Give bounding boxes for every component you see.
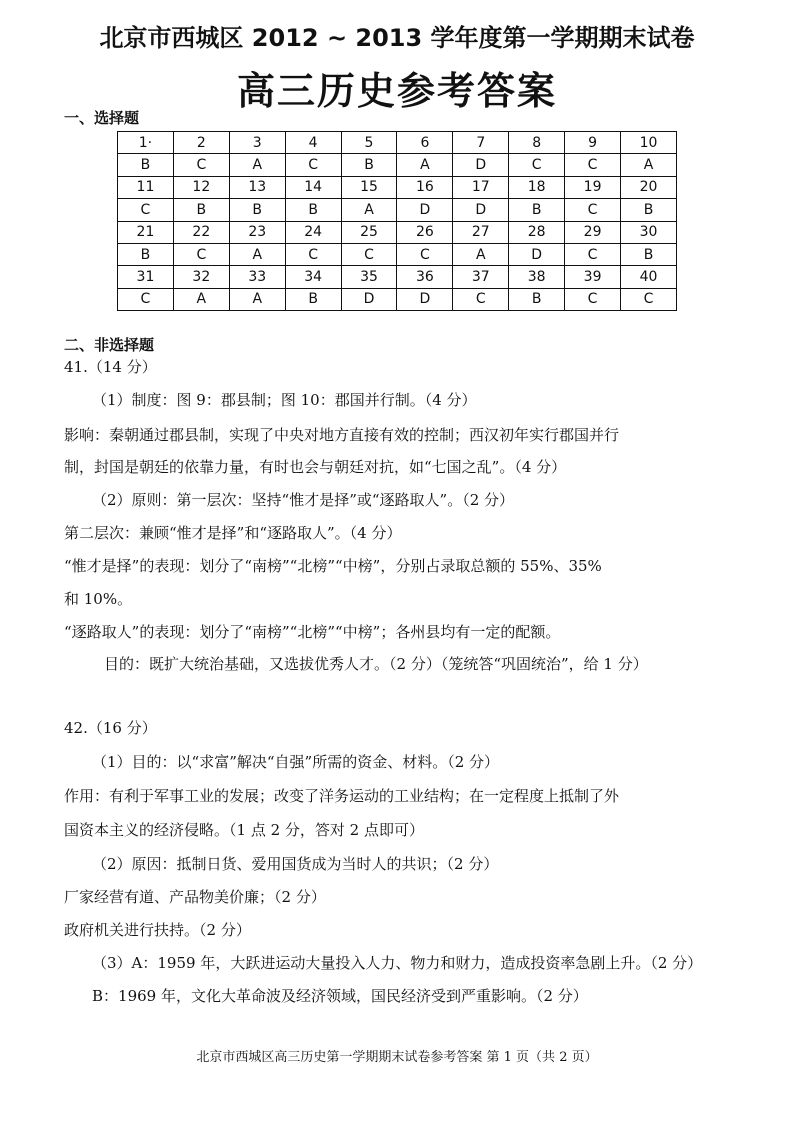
- question-number-cell: 11: [118, 176, 174, 198]
- question-number-cell: 9: [565, 132, 621, 154]
- q41-region: “逐路取人”的表现：划分了“南榜”“北榜”“中榜”；各州县均有一定的配额。: [64, 623, 561, 641]
- answer-cell: D: [453, 154, 509, 176]
- answer-cell: B: [509, 199, 565, 221]
- answer-key-title: 高三历史参考答案: [236, 69, 557, 113]
- q41-merit-2: 和 10%。: [64, 590, 133, 608]
- question-number-cell: 5: [341, 132, 397, 154]
- question-number-cell: 34: [285, 266, 341, 288]
- question-number-cell: 6: [397, 132, 453, 154]
- answer-cell: A: [173, 288, 229, 310]
- q41-part1: （1）制度：图 9：郡县制；图 10：郡国并行制。（4 分）: [92, 391, 477, 409]
- answer-cell: B: [621, 243, 677, 265]
- answer-cell: B: [285, 199, 341, 221]
- question-number-cell: 3: [229, 132, 285, 154]
- answer-cell: C: [621, 288, 677, 310]
- question-number-cell: 15: [341, 176, 397, 198]
- question-number-row: [118, 132, 677, 154]
- q41-level2: 第二层次：兼顾“惟才是择”和“逐路取人”。（4 分）: [64, 524, 402, 542]
- question-number-cell: 29: [565, 221, 621, 243]
- question-number-cell: 28: [509, 221, 565, 243]
- question-number-cell: 31: [118, 266, 174, 288]
- question-number-cell: 17: [453, 176, 509, 198]
- question-number-cell: 20: [621, 176, 677, 198]
- answer-cell: A: [229, 243, 285, 265]
- question-number-cell: 18: [509, 176, 565, 198]
- answer-cell: B: [229, 199, 285, 221]
- answer-table: [117, 131, 677, 311]
- exam-title: 北京市西城区 2012 ~ 2013 学年度第一学期期末试卷: [99, 24, 695, 52]
- answer-cell: B: [118, 154, 174, 176]
- answer-cell: D: [341, 288, 397, 310]
- answer-cell: C: [285, 243, 341, 265]
- answer-cell: D: [397, 199, 453, 221]
- answer-cell: B: [118, 243, 174, 265]
- answer-cell: D: [509, 243, 565, 265]
- question-number-cell: 33: [229, 266, 285, 288]
- q42-part2: （2）原因：抵制日货、爱用国货成为当时人的共识；（2 分）: [92, 855, 499, 873]
- q41-impact-1: 影响：秦朝通过郡县制，实现了中央对地方直接有效的控制；西汉初年实行郡国并行: [64, 426, 620, 444]
- q42-header: 42.（16 分）: [64, 719, 157, 737]
- question-number-cell: 16: [397, 176, 453, 198]
- question-number-cell: 19: [565, 176, 621, 198]
- q42-effect-2: 国资本主义的经济侵略。（1 点 2 分，答对 2 点即可）: [64, 821, 424, 839]
- answer-cell: B: [621, 199, 677, 221]
- answer-cell: B: [285, 288, 341, 310]
- answer-cell: C: [118, 288, 174, 310]
- question-number-cell: 40: [621, 266, 677, 288]
- answer-row: [118, 288, 677, 310]
- answer-cell: A: [621, 154, 677, 176]
- answer-cell: A: [453, 243, 509, 265]
- question-number-cell: 1·: [118, 132, 174, 154]
- question-number-cell: 12: [173, 176, 229, 198]
- question-number-cell: 2: [173, 132, 229, 154]
- answer-cell: B: [341, 154, 397, 176]
- section-multiple-choice: 一、选择题: [64, 109, 140, 127]
- question-number-cell: 13: [229, 176, 285, 198]
- answer-cell: C: [341, 243, 397, 265]
- answer-cell: C: [509, 154, 565, 176]
- question-number-cell: 14: [285, 176, 341, 198]
- answer-cell: C: [565, 199, 621, 221]
- question-number-cell: 35: [341, 266, 397, 288]
- answer-cell: D: [453, 199, 509, 221]
- answer-row: [118, 199, 677, 221]
- page-footer: 北京市西城区高三历史第一学期期末试卷参考答案 第 1 页（共 2 页）: [196, 1050, 598, 1065]
- answer-cell: C: [173, 243, 229, 265]
- question-number-cell: 8: [509, 132, 565, 154]
- answer-cell: C: [397, 243, 453, 265]
- question-number-cell: 25: [341, 221, 397, 243]
- q42-reason-3: 政府机关进行扶持。（2 分）: [64, 921, 251, 939]
- question-number-cell: 26: [397, 221, 453, 243]
- question-number-cell: 30: [621, 221, 677, 243]
- question-number-cell: 37: [453, 266, 509, 288]
- q42-part3-b: B：1969 年，文化大革命波及经济领域，国民经济受到严重影响。（2 分）: [92, 987, 588, 1005]
- answer-cell: C: [285, 154, 341, 176]
- answer-cell: C: [118, 199, 174, 221]
- question-number-cell: 7: [453, 132, 509, 154]
- q41-purpose: 目的：既扩大统治基础，又选拔优秀人才。（2 分）（笼统答“巩固统治”，给 1 分）: [104, 655, 648, 673]
- answer-cell: A: [229, 288, 285, 310]
- q42-reason-2: 厂家经营有道、产品物美价廉；（2 分）: [64, 888, 326, 906]
- q41-part2: （2）原则：第一层次：坚持“惟才是择”或“逐路取人”。（2 分）: [92, 491, 515, 509]
- q42-part1: （1）目的：以“求富”解决“自强”所需的资金、材料。（2 分）: [92, 753, 500, 771]
- answer-row: [118, 154, 677, 176]
- question-number-cell: 4: [285, 132, 341, 154]
- answer-cell: A: [341, 199, 397, 221]
- question-number-cell: 24: [285, 221, 341, 243]
- q41-header: 41.（14 分）: [64, 358, 157, 376]
- q42-effect-1: 作用：有利于军事工业的发展；改变了洋务运动的工业结构；在一定程度上抵制了外: [64, 787, 620, 805]
- answer-cell: C: [173, 154, 229, 176]
- answer-cell: B: [173, 199, 229, 221]
- question-number-cell: 21: [118, 221, 174, 243]
- q42-part3-a: （3）A：1959 年，大跃进运动大量投入人力、物力和财力，造成投资率急剧上升。（2 分）: [92, 954, 703, 972]
- question-number-cell: 22: [173, 221, 229, 243]
- question-number-row: [118, 266, 677, 288]
- q41-merit-1: “惟才是择”的表现：划分了“南榜”“北榜”“中榜”，分别占录取总额的 55%、35%: [64, 557, 602, 575]
- answer-cell: B: [509, 288, 565, 310]
- answer-cell: C: [565, 243, 621, 265]
- answer-row: [118, 243, 677, 265]
- question-number-cell: 23: [229, 221, 285, 243]
- answer-cell: C: [453, 288, 509, 310]
- question-number-cell: 27: [453, 221, 509, 243]
- answer-cell: A: [229, 154, 285, 176]
- question-number-cell: 10: [621, 132, 677, 154]
- answer-cell: C: [565, 288, 621, 310]
- answer-cell: C: [565, 154, 621, 176]
- answer-cell: A: [397, 154, 453, 176]
- question-number-cell: 32: [173, 266, 229, 288]
- question-number-cell: 39: [565, 266, 621, 288]
- question-number-cell: 38: [509, 266, 565, 288]
- section-non-choice: 二、非选择题: [64, 336, 155, 354]
- answer-cell: D: [397, 288, 453, 310]
- question-number-row: [118, 176, 677, 198]
- question-number-cell: 36: [397, 266, 453, 288]
- question-number-row: [118, 221, 677, 243]
- q41-impact-2: 制，封国是朝廷的依靠力量，有时也会与朝廷对抗，如“七国之乱”。（4 分）: [64, 458, 567, 476]
